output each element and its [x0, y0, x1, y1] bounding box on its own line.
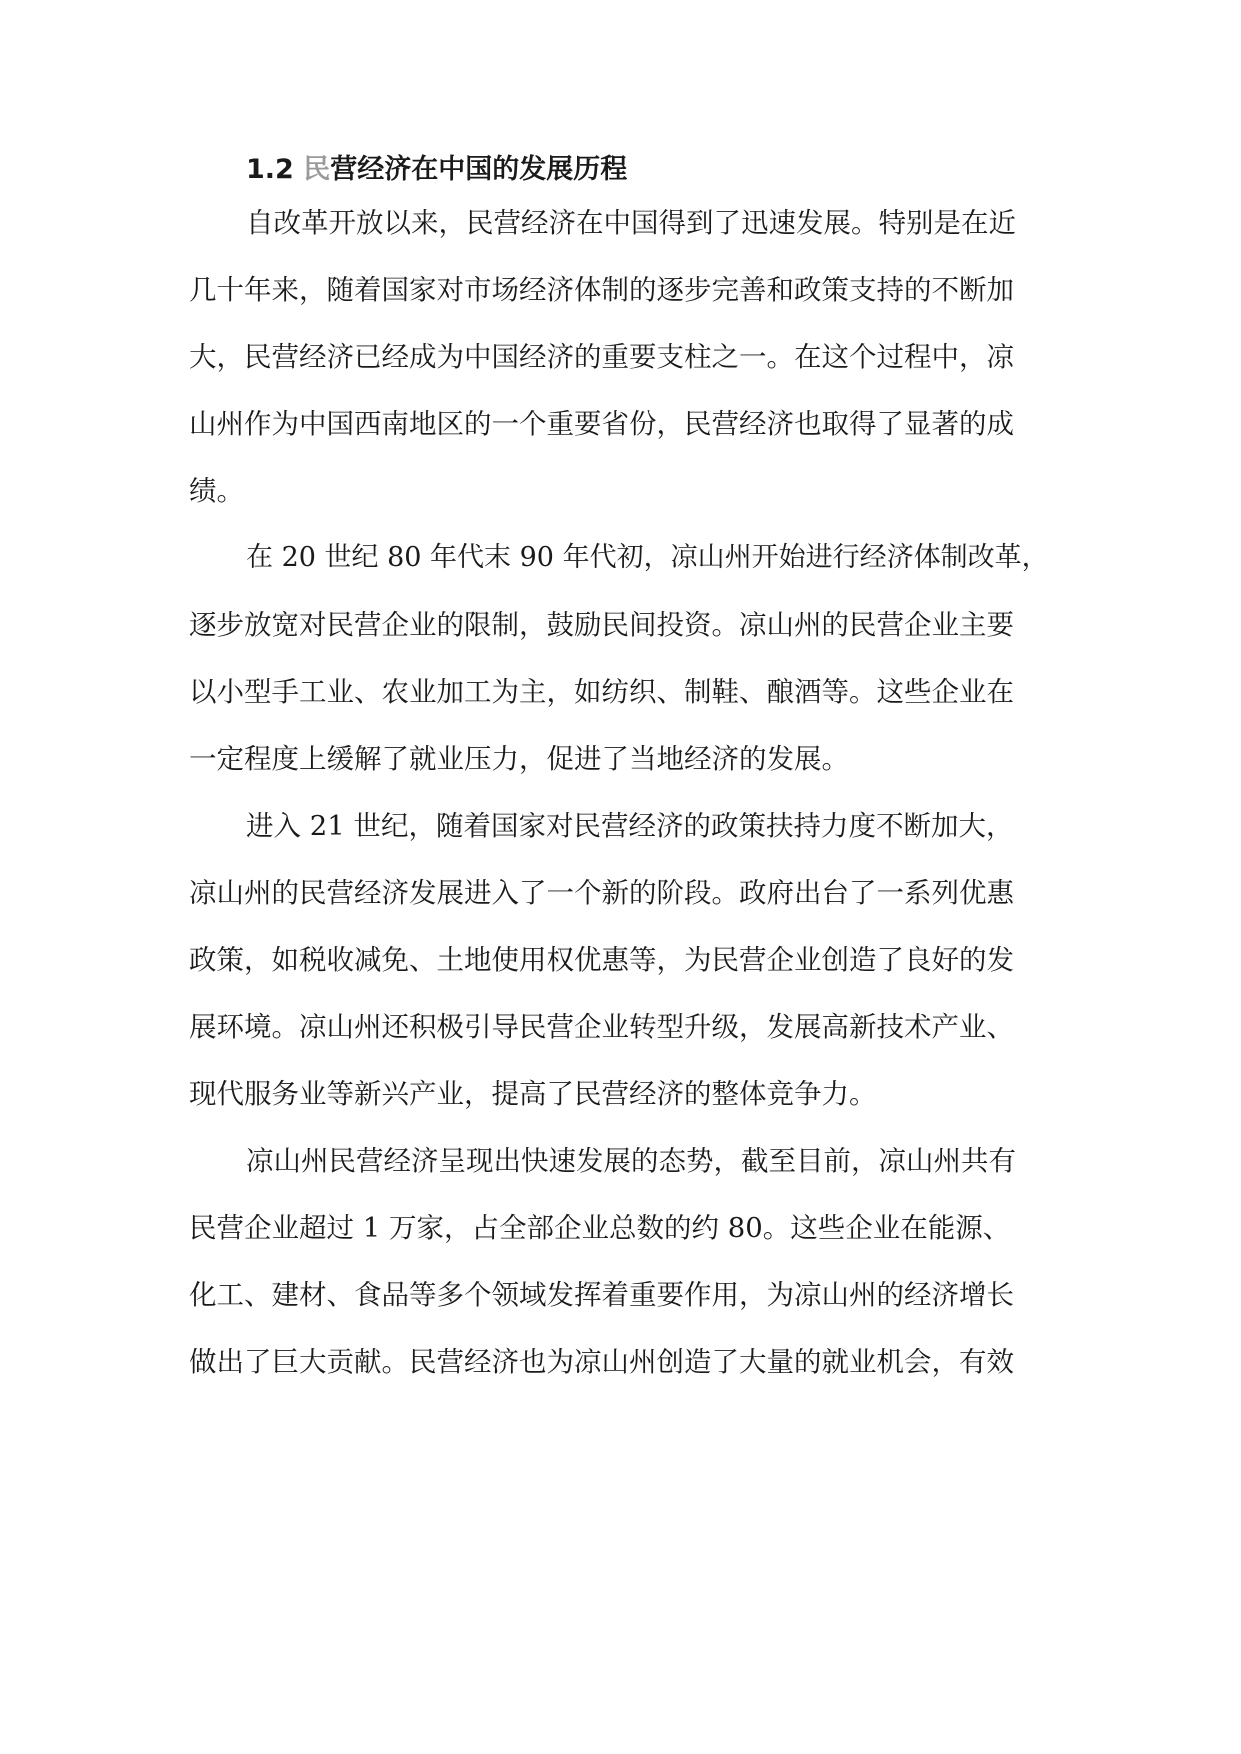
- paragraph-1-line-3: 大，民营经济已经成为中国经济的重要支柱之一。在这个过程中，凉: [189, 341, 1014, 373]
- paragraph-2-line-3: 以小型手工业、农业加工为主，如纺织、制鞋、酿酒等。这些企业在: [189, 676, 1014, 708]
- paragraph-1-line-2: 几十年来，随着国家对市场经济体制的逐步完善和政策支持的不断加: [189, 274, 1014, 306]
- paragraph-4-line-3: 化工、建材、食品等多个领域发挥着重要作用，为凉山州的经济增长: [189, 1279, 1014, 1311]
- paragraph-2-line-1: 在 20 世纪 80 年代末 90 年代初，凉山州开始进行经济体制改革，: [246, 542, 1049, 573]
- paragraph-1-line-5: 绩。: [189, 475, 244, 507]
- paragraph-3-line-5: 现代服务业等新兴产业，提高了民营经济的整体竞争力。: [189, 1078, 877, 1110]
- paragraph-1-line-4: 山州作为中国西南地区的一个重要省份，民营经济也取得了显著的成: [189, 408, 1014, 440]
- section-title-first-char: 民: [303, 154, 331, 185]
- paragraph-3-line-1: 进入 21 世纪，随着国家对民营经济的政策扶持力度不断加大，: [246, 810, 1014, 842]
- paragraph-2-line-2: 逐步放宽对民营企业的限制，鼓励民间投资。凉山州的民营企业主要: [189, 609, 1014, 641]
- section-title-rest: 营经济在中国的发展历程: [330, 154, 628, 185]
- paragraph-3-line-4: 展环境。凉山州还积极引导民营企业转型升级，发展高新技术产业、: [189, 1011, 1014, 1043]
- section-number: 1.2: [246, 154, 294, 185]
- paragraph-4-line-4: 做出了巨大贡献。民营经济也为凉山州创造了大量的就业机会，有效: [189, 1346, 1014, 1378]
- paragraph-3-line-3: 政策，如税收减免、土地使用权优惠等，为民营企业创造了良好的发: [189, 944, 1014, 976]
- section-heading: [246, 150, 627, 190]
- paragraph-4-line-1: 凉山州民营经济呈现出快速发展的态势，截至目前，凉山州共有: [246, 1145, 1016, 1177]
- paragraph-2-line-4: 一定程度上缓解了就业压力，促进了当地经济的发展。: [189, 743, 849, 775]
- paragraph-3-line-2: 凉山州的民营经济发展进入了一个新的阶段。政府出台了一系列优惠: [189, 877, 1014, 909]
- paragraph-4-line-2: 民营企业超过 1 万家，占全部企业总数的约 80。这些企业在能源、: [189, 1212, 1011, 1244]
- paragraph-1-line-1: 自改革开放以来，民营经济在中国得到了迅速发展。特别是在近: [246, 207, 1016, 239]
